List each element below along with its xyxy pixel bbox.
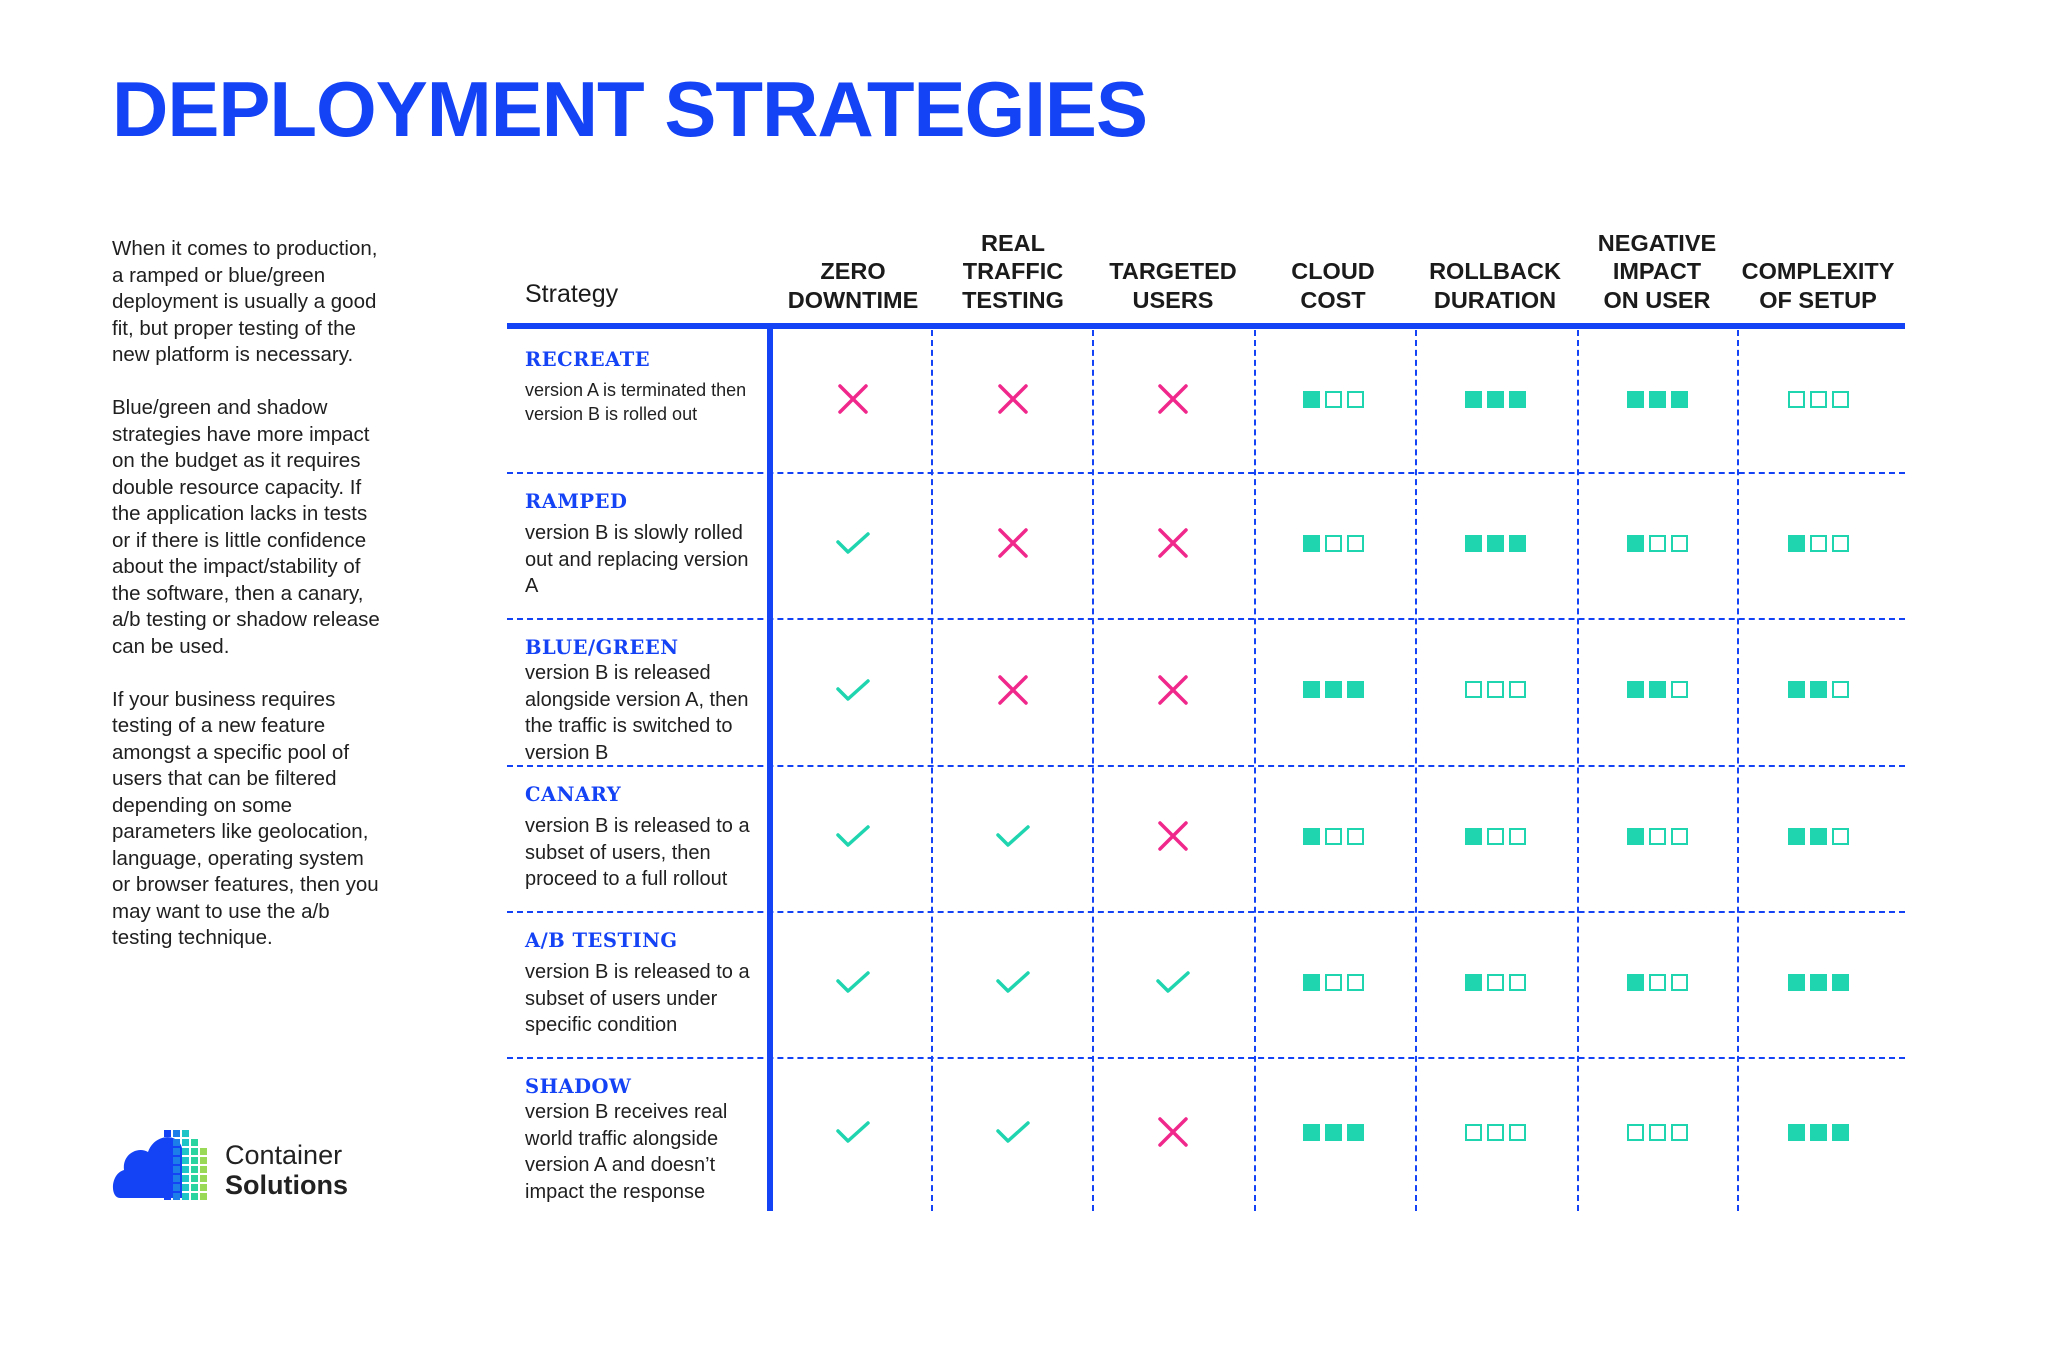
table-cell <box>933 811 1093 861</box>
column-header-label: ROLLBACK DURATION <box>1429 258 1561 313</box>
strategy-description: version B receives real world traffic alongside version A and doesn’t impact the response <box>525 1101 728 1203</box>
table-cell <box>1577 1107 1737 1157</box>
filled-square-icon <box>1487 391 1504 408</box>
strategy-cell <box>525 490 765 600</box>
filled-square-icon <box>1627 828 1644 845</box>
cross-icon <box>1155 381 1191 417</box>
row-divider <box>507 618 1905 620</box>
strategy-cell <box>525 929 765 1039</box>
intro-paragraph: If your business requires testing of a new feature amongst a specific pool of users that can be filtered depending on some parameters like geolocation, language, operating system or browser features, then you may want to use the a/b testing technique. <box>112 687 379 949</box>
rating-indicator <box>1788 681 1849 698</box>
column-header <box>1582 214 1732 314</box>
column-header <box>1098 214 1248 314</box>
strategy-divider <box>767 328 773 1211</box>
filled-square-icon <box>1788 974 1805 991</box>
table-cell <box>1415 518 1575 568</box>
cross-icon <box>995 525 1031 561</box>
table-cell <box>773 374 933 424</box>
table-cell <box>1415 1107 1575 1157</box>
row-divider <box>507 472 1905 474</box>
filled-square-icon <box>1347 681 1364 698</box>
rating-indicator <box>1627 1124 1688 1141</box>
table-cell <box>1253 518 1413 568</box>
filled-square-icon <box>1788 535 1805 552</box>
table-cell <box>773 518 933 568</box>
column-header-label: CLOUD COST <box>1291 258 1375 313</box>
empty-square-icon <box>1347 391 1364 408</box>
table-cell <box>933 1107 1093 1157</box>
check-icon <box>835 964 871 1000</box>
empty-square-icon <box>1671 1124 1688 1141</box>
filled-square-icon <box>1788 1124 1805 1141</box>
strategy-name: RAMPED <box>525 490 628 513</box>
table-cell <box>933 518 1093 568</box>
rating-indicator <box>1465 681 1526 698</box>
table-cell <box>1093 811 1253 861</box>
column-header-label: ZERO DOWNTIME <box>787 258 919 313</box>
filled-square-icon <box>1810 974 1827 991</box>
filled-square-icon <box>1627 974 1644 991</box>
table-cell <box>1093 957 1253 1007</box>
row-divider <box>507 1057 1905 1059</box>
filled-square-icon <box>1303 828 1320 845</box>
table-cell <box>1738 374 1898 424</box>
check-icon <box>835 1114 871 1150</box>
table-cell <box>773 665 933 715</box>
rating-indicator <box>1465 974 1526 991</box>
rating-indicator <box>1303 1124 1364 1141</box>
table-cell <box>1253 1107 1413 1157</box>
rating-indicator <box>1627 974 1688 991</box>
column-divider <box>1092 330 1094 1211</box>
table-cell <box>1738 518 1898 568</box>
table-cell <box>773 957 933 1007</box>
empty-square-icon <box>1509 828 1526 845</box>
table-cell <box>773 811 933 861</box>
filled-square-icon <box>1810 828 1827 845</box>
empty-square-icon <box>1325 535 1342 552</box>
table-cell <box>1415 374 1575 424</box>
empty-square-icon <box>1671 535 1688 552</box>
empty-square-icon <box>1832 535 1849 552</box>
rating-indicator <box>1788 974 1849 991</box>
cross-icon <box>995 672 1031 708</box>
strategy-column-header: Strategy <box>525 280 619 308</box>
empty-square-icon <box>1810 391 1827 408</box>
table-cell <box>1738 957 1898 1007</box>
empty-square-icon <box>1832 391 1849 408</box>
table-cell <box>1738 665 1898 715</box>
empty-square-icon <box>1325 974 1342 991</box>
rating-indicator <box>1627 681 1688 698</box>
table-cell <box>1577 518 1737 568</box>
empty-square-icon <box>1487 681 1504 698</box>
column-header <box>938 214 1088 314</box>
strategy-description: version B is released alongside version A, then the traffic is switched to version B <box>525 662 749 764</box>
cross-icon <box>835 381 871 417</box>
intro-paragraph: Blue/green and shadow strategies have more impact on the budget as it requires double resource capacity. If the application lacks in tests or if there is little confidence about the impact/stability of the software, then a canary, a/b testing or shadow release can be used. <box>112 396 380 658</box>
filled-square-icon <box>1325 1124 1342 1141</box>
strategy-description: version B is released to a subset of users, then proceed to a full rollout <box>525 815 750 890</box>
empty-square-icon <box>1649 535 1666 552</box>
rating-indicator <box>1465 535 1526 552</box>
table-cell <box>1415 811 1575 861</box>
check-icon <box>1155 964 1191 1000</box>
intro-paragraph: When it comes to production, a ramped or blue/green deployment is usually a good fit, but proper testing of the new platform is necessary. <box>112 237 378 366</box>
filled-square-icon <box>1649 681 1666 698</box>
rating-indicator <box>1788 535 1849 552</box>
strategy-cell <box>525 1075 765 1205</box>
cloud-logo-icon <box>112 1124 217 1200</box>
check-icon <box>835 672 871 708</box>
column-header <box>768 214 938 314</box>
header-divider <box>507 323 1905 329</box>
filled-square-icon <box>1509 535 1526 552</box>
filled-square-icon <box>1303 535 1320 552</box>
rating-indicator <box>1788 1124 1849 1141</box>
empty-square-icon <box>1832 828 1849 845</box>
filled-square-icon <box>1303 391 1320 408</box>
filled-square-icon <box>1465 535 1482 552</box>
empty-square-icon <box>1487 828 1504 845</box>
empty-square-icon <box>1671 681 1688 698</box>
strategy-name: SHADOW <box>525 1075 632 1098</box>
table-cell <box>1577 957 1737 1007</box>
filled-square-icon <box>1671 391 1688 408</box>
table-cell <box>1415 957 1575 1007</box>
filled-square-icon <box>1810 681 1827 698</box>
check-icon <box>835 525 871 561</box>
column-header <box>1733 214 1903 314</box>
strategy-description: version B is slowly rolled out and replacing version A <box>525 522 749 597</box>
column-header-label: TARGETED USERS <box>1109 258 1237 313</box>
filled-square-icon <box>1788 828 1805 845</box>
empty-square-icon <box>1810 535 1827 552</box>
check-icon <box>995 964 1031 1000</box>
strategy-name: BLUE/GREEN <box>525 636 679 659</box>
strategy-description: version B is released to a subset of users under specific condition <box>525 961 750 1036</box>
strategy-description: version A is terminated then version B is rolled out <box>525 380 747 424</box>
empty-square-icon <box>1347 974 1364 991</box>
filled-square-icon <box>1627 535 1644 552</box>
logo-text <box>225 1140 348 1200</box>
empty-square-icon <box>1347 828 1364 845</box>
table-cell <box>1577 665 1737 715</box>
strategy-name: CANARY <box>525 783 622 806</box>
rating-indicator <box>1465 391 1526 408</box>
intro-text <box>112 236 387 978</box>
page-title: DEPLOYMENT STRATEGIES <box>112 65 1147 153</box>
empty-square-icon <box>1509 681 1526 698</box>
table-cell <box>1093 374 1253 424</box>
check-icon <box>995 1114 1031 1150</box>
empty-square-icon <box>1671 974 1688 991</box>
strategy-name: RECREATE <box>525 348 651 371</box>
filled-square-icon <box>1465 828 1482 845</box>
table-cell <box>1577 374 1737 424</box>
table-cell <box>1093 1107 1253 1157</box>
table-cell <box>1738 811 1898 861</box>
filled-square-icon <box>1627 681 1644 698</box>
filled-square-icon <box>1487 535 1504 552</box>
rating-indicator <box>1627 828 1688 845</box>
filled-square-icon <box>1347 1124 1364 1141</box>
filled-square-icon <box>1303 974 1320 991</box>
filled-square-icon <box>1649 391 1666 408</box>
cross-icon <box>995 381 1031 417</box>
table-cell <box>1253 665 1413 715</box>
column-divider <box>1577 330 1579 1211</box>
empty-square-icon <box>1788 391 1805 408</box>
empty-square-icon <box>1325 391 1342 408</box>
strategy-name: A/B TESTING <box>525 929 678 952</box>
rating-indicator <box>1788 391 1849 408</box>
check-icon <box>995 818 1031 854</box>
filled-square-icon <box>1303 1124 1320 1141</box>
filled-square-icon <box>1465 974 1482 991</box>
empty-square-icon <box>1465 1124 1482 1141</box>
rating-indicator <box>1303 974 1364 991</box>
cross-icon <box>1155 672 1191 708</box>
strategy-cell <box>525 636 765 766</box>
strategy-cell <box>525 783 765 893</box>
filled-square-icon <box>1832 974 1849 991</box>
column-header <box>1415 214 1575 314</box>
column-header-label: NEGATIVE IMPACT ON USER <box>1597 229 1717 313</box>
check-icon <box>835 818 871 854</box>
cross-icon <box>1155 525 1191 561</box>
rating-indicator <box>1627 391 1688 408</box>
empty-square-icon <box>1347 535 1364 552</box>
table-cell <box>933 957 1093 1007</box>
empty-square-icon <box>1465 681 1482 698</box>
table-cell <box>1093 665 1253 715</box>
rating-indicator <box>1303 535 1364 552</box>
table-cell <box>1093 518 1253 568</box>
rating-indicator <box>1788 828 1849 845</box>
filled-square-icon <box>1325 681 1342 698</box>
filled-square-icon <box>1303 681 1320 698</box>
empty-square-icon <box>1649 1124 1666 1141</box>
table-cell <box>1738 1107 1898 1157</box>
strategy-cell <box>525 348 765 426</box>
empty-square-icon <box>1509 974 1526 991</box>
table-cell <box>1253 374 1413 424</box>
column-header-label: COMPLEXITY OF SETUP <box>1741 258 1895 313</box>
table-cell <box>1577 811 1737 861</box>
filled-square-icon <box>1832 1124 1849 1141</box>
filled-square-icon <box>1509 391 1526 408</box>
rating-indicator <box>1303 828 1364 845</box>
filled-square-icon <box>1810 1124 1827 1141</box>
logo-line-2: Solutions <box>225 1170 348 1200</box>
column-divider <box>1737 330 1739 1211</box>
table-cell <box>933 374 1093 424</box>
rating-indicator <box>1627 535 1688 552</box>
column-divider <box>1415 330 1417 1211</box>
filled-square-icon <box>1465 391 1482 408</box>
table-cell <box>933 665 1093 715</box>
column-header-label: REAL TRAFFIC TESTING <box>962 229 1064 313</box>
logo-line-1: Container <box>225 1140 343 1170</box>
empty-square-icon <box>1325 828 1342 845</box>
column-header <box>1258 214 1408 314</box>
table-cell <box>773 1107 933 1157</box>
filled-square-icon <box>1627 391 1644 408</box>
column-divider <box>1254 330 1256 1211</box>
cross-icon <box>1155 1114 1191 1150</box>
table-cell <box>1253 811 1413 861</box>
cross-icon <box>1155 818 1191 854</box>
empty-square-icon <box>1649 974 1666 991</box>
table-cell <box>1415 665 1575 715</box>
rating-indicator <box>1303 391 1364 408</box>
empty-square-icon <box>1649 828 1666 845</box>
column-divider <box>931 330 933 1211</box>
filled-square-icon <box>1788 681 1805 698</box>
table-cell <box>1253 957 1413 1007</box>
empty-square-icon <box>1627 1124 1644 1141</box>
empty-square-icon <box>1832 681 1849 698</box>
empty-square-icon <box>1671 828 1688 845</box>
rating-indicator <box>1465 1124 1526 1141</box>
row-divider <box>507 911 1905 913</box>
container-solutions-logo <box>112 1124 392 1204</box>
empty-square-icon <box>1487 974 1504 991</box>
empty-square-icon <box>1509 1124 1526 1141</box>
rating-indicator <box>1303 681 1364 698</box>
rating-indicator <box>1465 828 1526 845</box>
empty-square-icon <box>1487 1124 1504 1141</box>
